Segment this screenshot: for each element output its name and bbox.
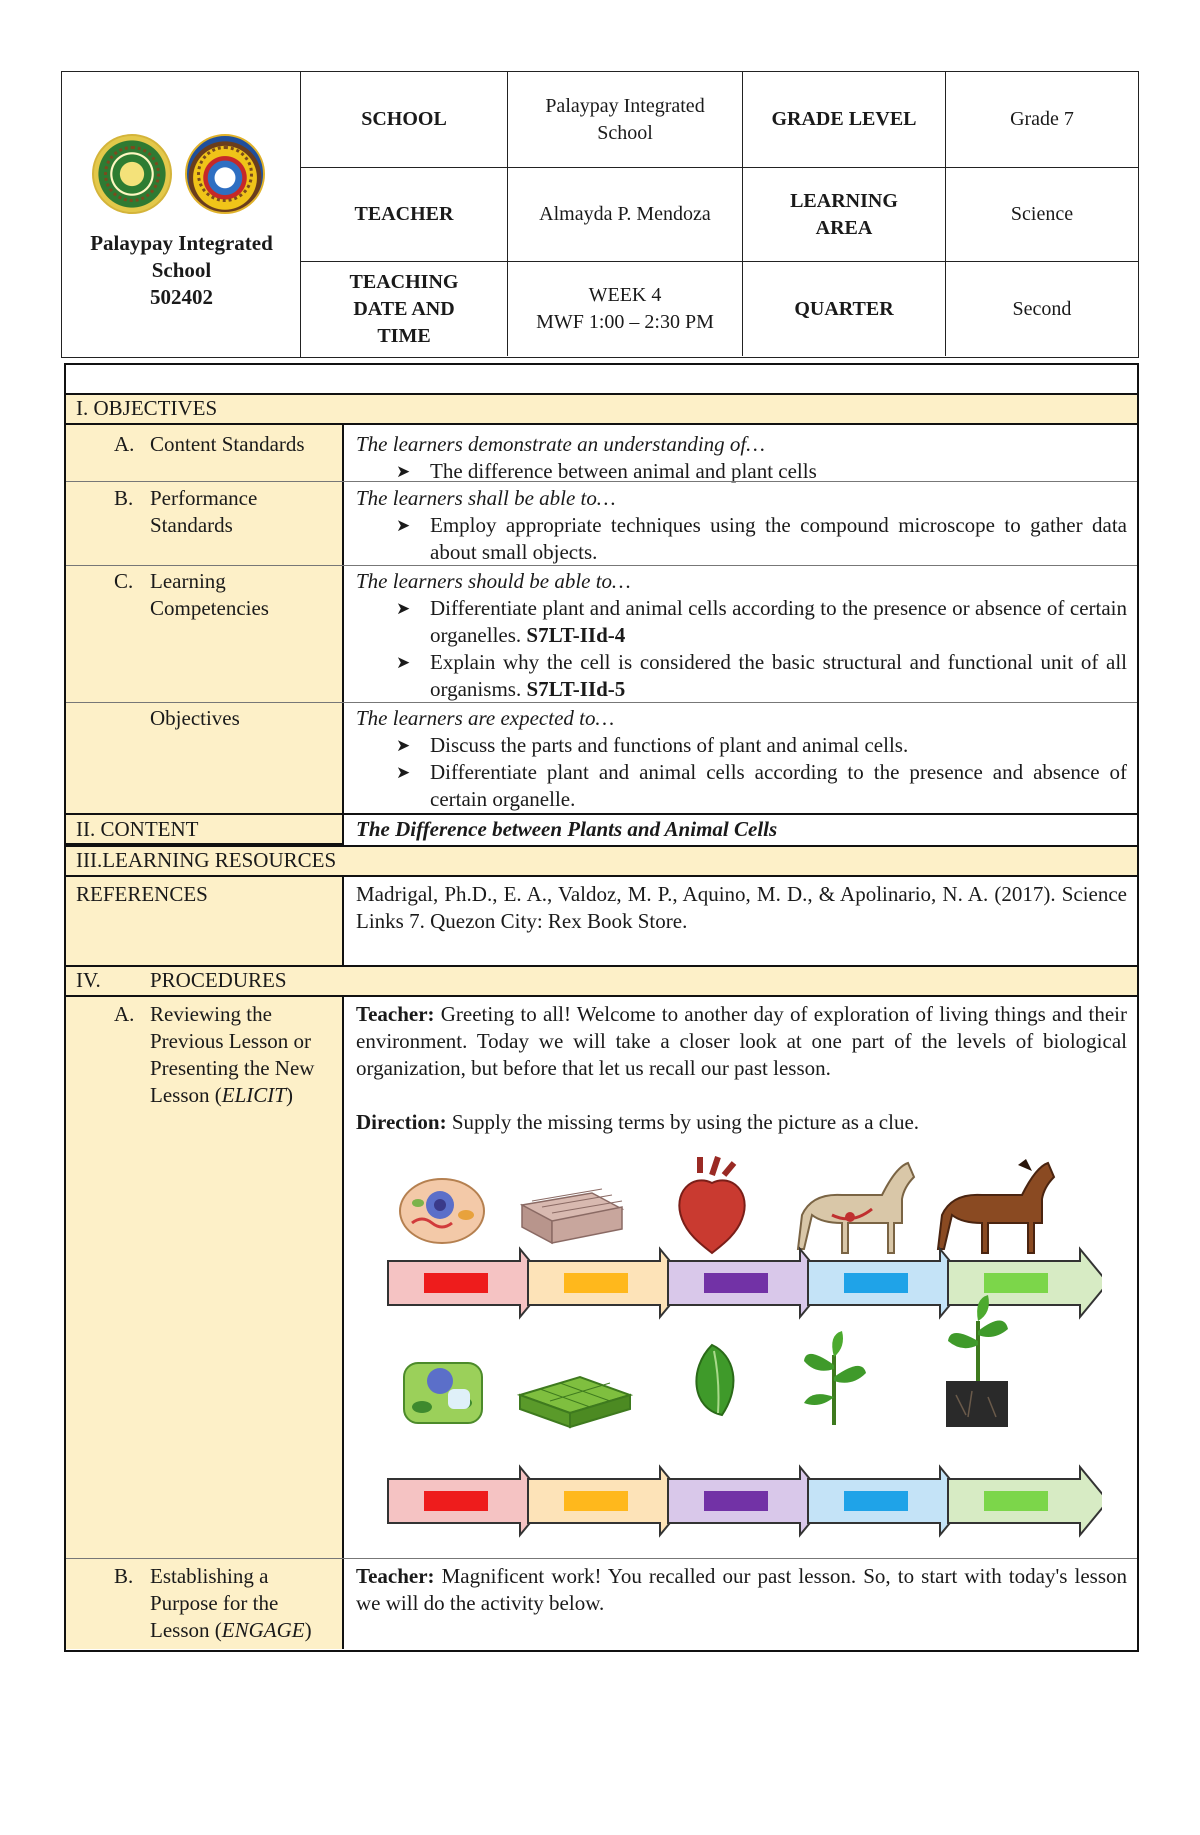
learning-area-label: LEARNING AREA bbox=[743, 168, 946, 262]
teaching-date-value bbox=[508, 262, 743, 356]
lesson-plan-table: I. OBJECTIVES A. Content Standards The learners demonstrate an understanding of… ➤ The difference between animal and plant cells B. Performance Standards The learners shall be able to… ➤ Employ appropriate techniques using the compound microscope to gather data about small objects. C. Learning Competencies The learners should be able to… ➤ Differentiate plant and animal cells according to the presence or absence of certain organelles. S7LT-IId-4 ➤ Explain why the cell is considered the basic structural and functional unit of all organisms. S7LT-IId-5 Objectives The learners are expected to… ➤ Discuss the parts and functions of plant and animal cells. ➤ Differentiate plant and animal cells according to the presence and absence of certain organelle. II. CONTENT The Difference between Plants and Animal Cells III.LEARNING RESOURCES REFERENCES Madrigal, Ph.D., E. A., Valdoz, M. P., Aquino, M. D., & Apolinario, N. A. (2017). Science Links 7. Quezon City: Rex Book Store. IV. PROCEDURES A. Reviewing the Previous Lesson or Presenting the New Lesson (ELICIT) Teacher: Greeting to all! Welcome to another day of exploration of living things and their environment. Today we will take a closer look at one part of the levels of biological organization, but before that let us recall our past lesson. Direction: Supply the missing terms by using the picture as a clue. B. Establishing a Purpose for the Lesson (ENGAGE) Teacher: Magnificent work! You recalled our past lesson. So, to start with today's lesson we will do the activity below. bbox=[64, 363, 1139, 1652]
quarter-label: QUARTER bbox=[743, 262, 946, 356]
grade-level-label: GRADE LEVEL bbox=[743, 72, 946, 168]
horse-organ-system-icon bbox=[798, 1163, 914, 1253]
time-value: MWF 1:00 – 2:30 PM bbox=[536, 311, 714, 333]
objective-item: ➤ Discuss the parts and functions of plant and animal cells. bbox=[396, 733, 909, 757]
performance-standards-item: ➤ Employ appropriate techniques using the compound microscope to gather data about small objects. bbox=[396, 513, 1127, 564]
references-value: Madrigal, Ph.D., E. A., Valdoz, M. P., Aquino, M. D., & Apolinario, N. A. (2017). Science Links 7. Quezon City: Rex Book Store. bbox=[356, 882, 1127, 933]
plant-blank-5 bbox=[984, 1491, 1048, 1511]
objectives-label: Objectives bbox=[150, 706, 240, 730]
animal-blank-3 bbox=[704, 1273, 768, 1293]
school-id: 502402 bbox=[150, 285, 213, 309]
content-standards-cell bbox=[344, 431, 1137, 485]
plant-blank-3 bbox=[704, 1491, 768, 1511]
objectives-intro: The learners are expected to… bbox=[356, 706, 615, 730]
animal-blank-1 bbox=[424, 1273, 488, 1293]
arrow-bullet-icon: ➤ bbox=[396, 462, 411, 481]
plant-blank-4 bbox=[844, 1491, 908, 1511]
school-label: SCHOOL bbox=[301, 72, 508, 168]
competency-code: S7LT-IId-4 bbox=[526, 623, 626, 647]
engage-cell bbox=[344, 1563, 1137, 1617]
objectives-cell bbox=[344, 705, 1137, 813]
content-value: The Difference between Plants and Animal Cells bbox=[356, 817, 778, 841]
teaching-date-label: TEACHING DATE AND TIME bbox=[301, 262, 508, 356]
animal-blank-4 bbox=[844, 1273, 908, 1293]
content-standards-intro: The learners demonstrate an understanding of… bbox=[356, 432, 765, 456]
plant-shoot-system-icon bbox=[804, 1331, 866, 1425]
teacher-value: Almayda P. Mendoza bbox=[508, 168, 743, 262]
horse-organism-icon bbox=[938, 1159, 1054, 1253]
competency-item: ➤ Differentiate plant and animal cells according to the presence or absence of certain organelles. S7LT-IId-4 bbox=[396, 596, 1127, 647]
plant-tissue-icon bbox=[520, 1377, 630, 1427]
heart-organ-icon bbox=[679, 1157, 744, 1253]
content-standards-item: ➤ The difference between animal and plant cells bbox=[396, 459, 817, 483]
quarter-value: Second bbox=[1012, 297, 1072, 320]
school-name: Palaypay Integrated School bbox=[90, 231, 273, 282]
row-divider bbox=[66, 481, 1137, 482]
objectives-heading: I. OBJECTIVES bbox=[66, 395, 1137, 425]
header-table bbox=[61, 71, 1139, 358]
animal-blank-2 bbox=[564, 1273, 628, 1293]
arrow-bullet-icon: ➤ bbox=[396, 599, 411, 618]
arrow-bullet-icon: ➤ bbox=[396, 516, 411, 535]
plant-arrow-row bbox=[388, 1467, 1102, 1535]
row-divider bbox=[66, 702, 1137, 703]
competency-item: ➤ Explain why the cell is considered the basic structural and functional unit of all organisms. S7LT-IId-5 bbox=[396, 650, 1127, 701]
learning-area-value: Science bbox=[946, 168, 1138, 262]
learning-competencies-intro: The learners should be able to… bbox=[356, 569, 631, 593]
content-heading: II. CONTENT bbox=[76, 817, 199, 841]
animal-arrow-row bbox=[388, 1249, 1102, 1317]
teacher-label: TEACHER bbox=[301, 168, 508, 262]
arrow-bullet-icon: ➤ bbox=[396, 736, 411, 755]
arrow-bullet-icon: ➤ bbox=[396, 763, 411, 782]
plant-organism-icon bbox=[946, 1295, 1008, 1427]
school-value: Palaypay Integrated School bbox=[508, 72, 743, 168]
learning-competencies-cell bbox=[344, 568, 1137, 703]
elicit-direction-text: Direction: Supply the missing terms by using the picture as a clue. bbox=[356, 1110, 920, 1134]
leaf-organ-icon bbox=[696, 1345, 733, 1415]
division-seal-icon bbox=[92, 134, 172, 214]
levels-figure-svg bbox=[382, 1145, 1102, 1565]
animal-blank-5 bbox=[984, 1273, 1048, 1293]
plant-blank-2 bbox=[564, 1491, 628, 1511]
grade-level-value: Grade 7 bbox=[946, 72, 1138, 168]
plant-blank-1 bbox=[424, 1491, 488, 1511]
muscle-tissue-icon bbox=[522, 1189, 622, 1243]
plant-cell-icon bbox=[404, 1363, 482, 1423]
elicit-cell bbox=[344, 1001, 1137, 1136]
objective-item: ➤ Differentiate plant and animal cells according to the presence and absence of certain organelle. bbox=[396, 760, 1127, 811]
week-value: WEEK 4 bbox=[588, 284, 662, 306]
references-label: REFERENCES bbox=[76, 882, 208, 906]
animal-cell-icon bbox=[400, 1179, 484, 1243]
top-strip bbox=[66, 365, 1137, 395]
elicit-teacher-text: Teacher: Greeting to all! Welcome to another day of exploration of living things and their environment. Today we will take a closer look at one part of the levels of biological organization, but before that let us recall our past lesson. bbox=[356, 1002, 1127, 1080]
row-divider bbox=[66, 565, 1137, 566]
school-name-block bbox=[62, 230, 301, 311]
row-divider bbox=[66, 1558, 1137, 1559]
competency-code: S7LT-IId-5 bbox=[526, 677, 626, 701]
engage-teacher-text: Teacher: Magnificent work! You recalled our past lesson. So, to start with today's lesson we will do the activity below. bbox=[356, 1564, 1127, 1615]
performance-standards-intro: The learners shall be able to… bbox=[356, 486, 616, 510]
school-seal-icon bbox=[185, 134, 265, 214]
logo-cell bbox=[62, 72, 301, 357]
procedures-heading: IV. PROCEDURES bbox=[66, 967, 1137, 997]
arrow-bullet-icon: ➤ bbox=[396, 653, 411, 672]
learning-resources-heading: III.LEARNING RESOURCES bbox=[66, 847, 1137, 877]
performance-standards-cell bbox=[344, 485, 1137, 566]
